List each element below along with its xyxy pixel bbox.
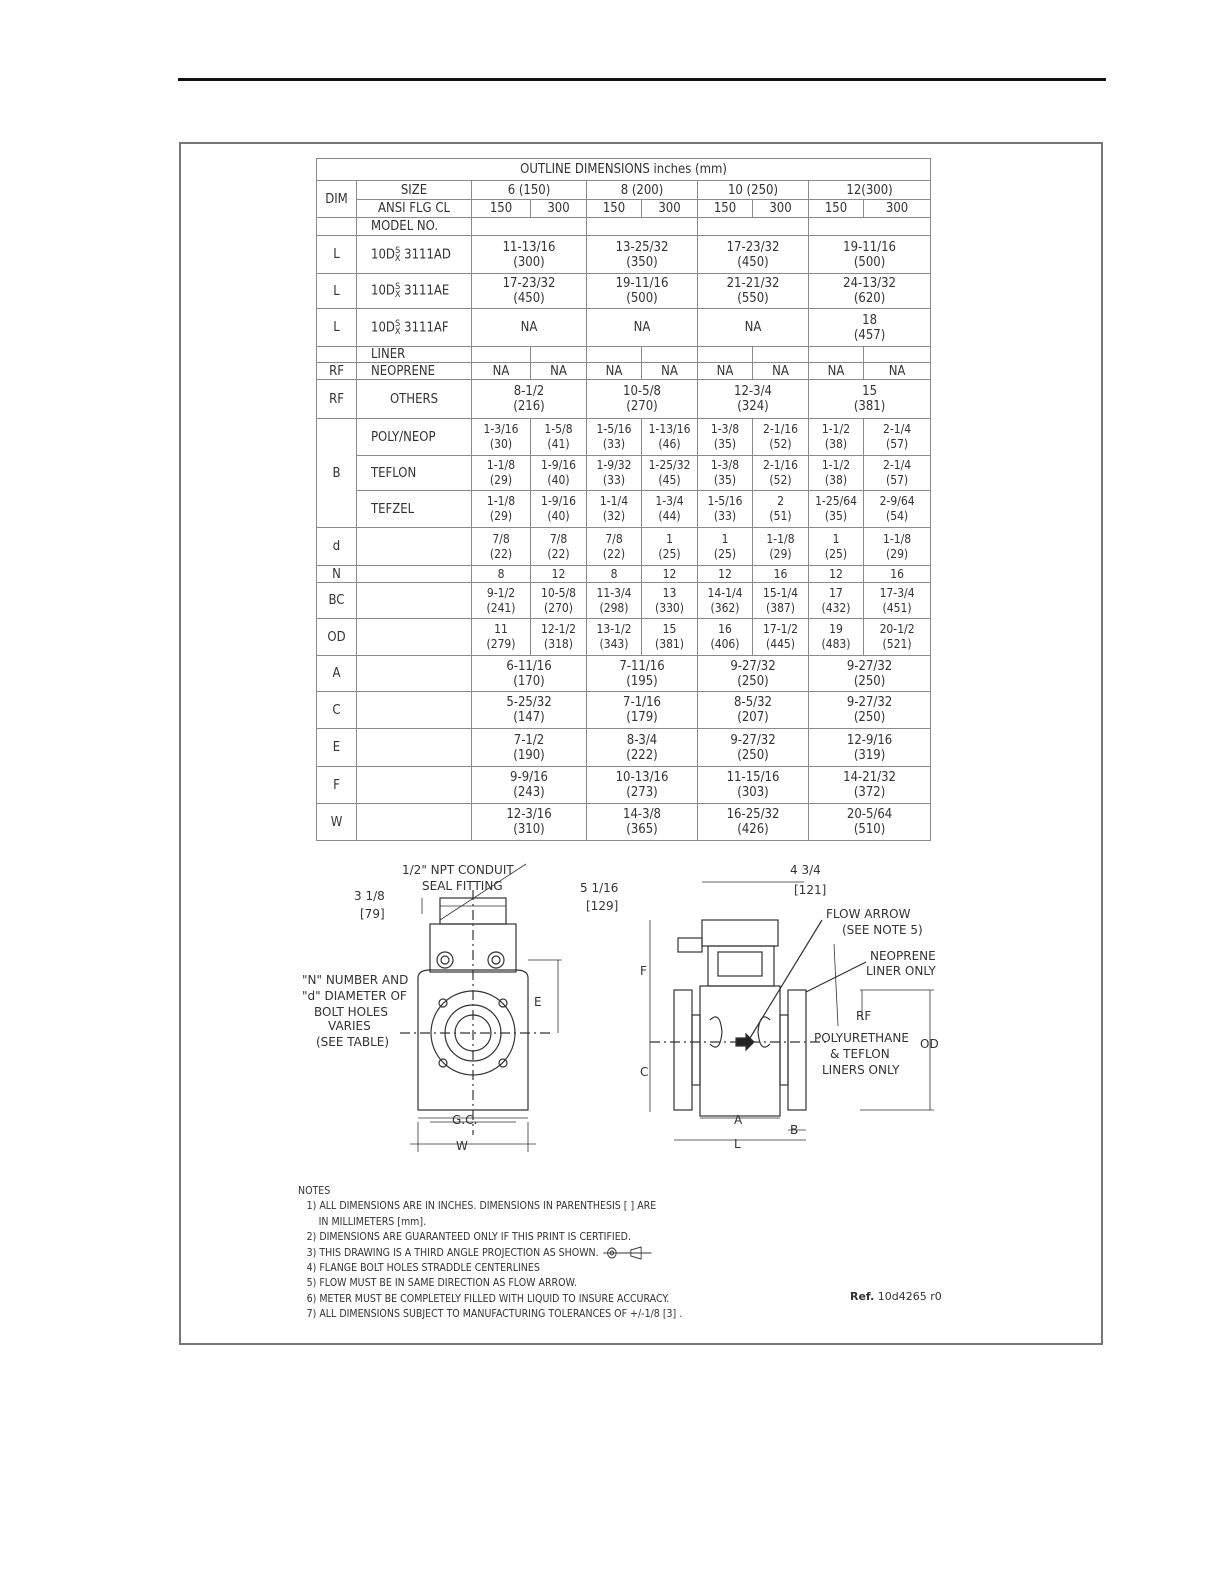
merged-row-1 [317,692,931,729]
liner-label-row [317,347,931,363]
blank-cell [357,804,472,841]
split-value: 19 (483) [809,619,864,656]
split-row-2 [317,583,931,619]
split-value: 1-1/8 (29) [864,528,931,566]
note-7: 7) ALL DIMENSIONS SUBJECT TO MANUFACTURING TOLERANCES OF +/-1/8 [3] . [306,1307,683,1321]
b-value: 1-5/16 (33) [698,491,753,528]
class-4: 150 [698,200,753,218]
blank-cell [317,218,357,236]
notes-block [298,1183,682,1322]
b-value: 1-3/16 (30) [472,419,531,456]
blank-cell [472,218,587,236]
merged-value: 9-27/32 (250) [698,656,809,692]
model-row-0 [317,236,931,274]
merged-value: 12-3/16 (310) [472,804,587,841]
dim-4-3-4: 4 3/4 [790,863,821,877]
model-number: 10DS X 3111AF [357,309,472,347]
model-number: 10DS X 3111AD [357,236,472,274]
bolt-note-2: "d" DIAMETER OF [302,989,407,1003]
rf-others-value: 12-3/4 (324) [698,380,809,419]
merged-dim: E [317,729,357,767]
merged-dim: C [317,692,357,729]
model-value: 17-23/32 (450) [472,274,587,309]
merged-value: 9-27/32 (250) [809,692,931,729]
class-row [317,200,931,218]
merged-value: 14-21/32 (372) [809,767,931,804]
blank-cell [472,347,531,363]
size-2: 10 (250) [698,181,809,200]
size-label: SIZE [357,181,472,200]
bolt-note-3: BOLT HOLES [314,1005,388,1019]
blank-cell [809,218,931,236]
a-label: A [734,1113,743,1127]
split-value: 15-1/4 (387) [753,583,809,619]
poly-note-2: & TEFLON [830,1047,890,1061]
note-5: 5) FLOW MUST BE IN SAME DIRECTION AS FLOW ARROW. [306,1276,577,1290]
merged-value: 7-1/16 (179) [587,692,698,729]
split-dim: BC [317,583,357,619]
merged-value: 11-15/16 (303) [698,767,809,804]
merged-value: 7-11/16 (195) [587,656,698,692]
model-value: NA [698,309,809,347]
rf-neoprene-value: NA [587,363,642,380]
merged-value: 9-27/32 (250) [809,656,931,692]
merged-row-0 [317,656,931,692]
rf-neoprene-value: NA [642,363,698,380]
split-row-0 [317,528,931,566]
split-value: 1-1/8 (29) [753,528,809,566]
bolt-note-5: (SEE TABLE) [316,1035,390,1049]
rf-others-value: 15 (381) [809,380,931,419]
blank-cell [753,347,809,363]
bolt-note-4: VARIES [328,1019,371,1033]
rf-neoprene-value: NA [864,363,931,380]
rf-neoprene-value: NA [472,363,531,380]
model-value: 24-13/32 (620) [809,274,931,309]
split-value: 1 (25) [642,528,698,566]
note-6: 6) METER MUST BE COMPLETELY FILLED WITH LIQUID TO INSURE ACCURACY. [306,1291,670,1305]
b-value: 1-3/8 (35) [698,456,753,491]
model-number: 10DS X 3111AE [357,274,472,309]
poly-note-3: LINERS ONLY [822,1063,900,1077]
rf-neoprene-value: NA [809,363,864,380]
class-7: 300 [864,200,931,218]
dim-3-1-8-mm: [79] [360,907,385,921]
merged-value: 16-25/32 (426) [698,804,809,841]
model-sx-mark: S X [394,245,401,264]
split-value: 20-1/2 (521) [864,619,931,656]
dim-4-3-4-mm: [121] [794,883,827,897]
model-dim: L [317,309,357,347]
od-label: OD [920,1037,939,1051]
model-value: 17-23/32 (450) [698,236,809,274]
blank-cell [357,692,472,729]
rf-others-value: 8-1/2 (216) [472,380,587,419]
split-value: 12 [642,566,698,583]
split-value: 12 [698,566,753,583]
blank-cell [531,347,587,363]
dim-5-1-16-mm: [129] [586,899,619,913]
meter-outline-drawing [290,860,950,1170]
split-row-3 [317,619,931,656]
b-value: 1-25/64 (35) [809,491,864,528]
split-value: 7/8 (22) [472,528,531,566]
split-value: 7/8 (22) [587,528,642,566]
flow-arrow-label: FLOW ARROW [826,907,911,921]
npt-label-2: SEAL FITTING [422,879,503,893]
l-label: L [734,1137,741,1151]
blank-cell [357,656,472,692]
gc-label: G.C. [452,1113,478,1127]
class-3: 300 [642,200,698,218]
merged-value: 14-3/8 (365) [587,804,698,841]
poly-note-1: POLYURETHANE [814,1031,909,1045]
outline-dimensions-table [316,158,931,841]
rf-dim: RF [317,363,357,380]
c-label: C [640,1065,649,1079]
class-1: 300 [531,200,587,218]
merged-row-3 [317,767,931,804]
bolt-note-1: "N" NUMBER AND [302,973,409,987]
ansi-label: ANSI FLG CL [357,200,472,218]
split-value: 1 (25) [698,528,753,566]
class-2: 150 [587,200,642,218]
merged-dim: F [317,767,357,804]
blank-cell [698,347,753,363]
size-row [317,181,931,200]
blank-cell [317,347,357,363]
split-value: 14-1/4 (362) [698,583,753,619]
e-label: E [534,995,542,1009]
dim-3-1-8: 3 1/8 [354,889,385,903]
front-view [400,890,550,1135]
size-1: 8 (200) [587,181,698,200]
w-label: W [456,1139,468,1153]
ref-label: Ref. [850,1290,875,1303]
split-value: 8 [587,566,642,583]
model-value: 18 (457) [809,309,931,347]
f-label: F [640,964,647,978]
rf-neoprene-label: NEOPRENE [357,363,472,380]
side-view [650,920,866,1116]
b-value: 1-5/16 (33) [587,419,642,456]
header-rule [178,78,1106,81]
model-value: NA [472,309,587,347]
dim-5-1-16: 5 1/16 [580,881,619,895]
rf-neoprene-row [317,363,931,380]
blank-cell [357,729,472,767]
b-value: 2-1/4 (57) [864,456,931,491]
b-value: 1-9/32 (33) [587,456,642,491]
blank-cell [698,218,809,236]
notes-heading: NOTES [298,1184,331,1197]
note-1: 1) ALL DIMENSIONS ARE IN INCHES. DIMENSIONS IN PARENTHESIS [ ] ARE [306,1199,657,1213]
split-dim: d [317,528,357,566]
b-row-2 [317,491,931,528]
split-value: 8 [472,566,531,583]
rf-others-label: OTHERS [357,380,472,419]
class-6: 150 [809,200,864,218]
model-value: 13-25/32 (350) [587,236,698,274]
split-dim: OD [317,619,357,656]
b-value: 2-1/4 (57) [864,419,931,456]
b-value: 2 (51) [753,491,809,528]
blank-cell [587,347,642,363]
rf-dim: RF [317,380,357,419]
blank-cell [642,347,698,363]
merged-value: 5-25/32 (147) [472,692,587,729]
b-liner-label: TEFLON [357,456,472,491]
class-5: 300 [753,200,809,218]
merged-value: 12-9/16 (319) [809,729,931,767]
merged-dim: A [317,656,357,692]
rf-neoprene-value: NA [753,363,809,380]
model-value: 11-13/16 (300) [472,236,587,274]
blank-cell [587,218,698,236]
split-value: 11 (279) [472,619,531,656]
merged-value: 9-9/16 (243) [472,767,587,804]
npt-label-1: 1/2" NPT CONDUIT [402,863,514,877]
rf-neoprene-value: NA [698,363,753,380]
split-value: 16 [753,566,809,583]
model-value: 19-11/16 (500) [809,236,931,274]
note-1-cont: IN MILLIMETERS [mm]. [318,1214,427,1228]
rf-neoprene-value: NA [531,363,587,380]
model-dim: L [317,274,357,309]
b-value: 1-1/8 (29) [472,456,531,491]
split-value: 12 [809,566,864,583]
merged-value: 10-13/16 (273) [587,767,698,804]
neoprene-label: NEOPRENE [870,949,936,963]
split-value: 16 (406) [698,619,753,656]
b-dim: B [317,419,357,528]
split-row-1 [317,566,931,583]
rf-others-value: 10-5/8 (270) [587,380,698,419]
b-value: 1-3/4 (44) [642,491,698,528]
model-label: MODEL NO. [357,218,472,236]
split-value: 12 [531,566,587,583]
note-3 [298,1245,682,1260]
blank-cell [809,347,864,363]
b-value: 1-9/16 (40) [531,491,587,528]
table-title: OUTLINE DIMENSIONS inches (mm) [317,159,931,181]
model-label-row [317,218,931,236]
split-value: 7/8 (22) [531,528,587,566]
split-value: 17-1/2 (445) [753,619,809,656]
size-3: 12(300) [809,181,931,200]
b-value: 1-1/4 (32) [587,491,642,528]
note-3-text: 3) THIS DRAWING IS A THIRD ANGLE PROJECTION AS SHOWN. [306,1245,599,1259]
blank-cell [357,767,472,804]
blank-cell [864,347,931,363]
merged-value: 8-3/4 (222) [587,729,698,767]
split-value: 16 [864,566,931,583]
flow-arrow-note: (SEE NOTE 5) [842,923,923,937]
note-4: 4) FLANGE BOLT HOLES STRADDLE CENTERLINES [306,1261,540,1275]
ref-code: 10d4265 r0 [877,1290,942,1303]
b-value: 2-9/64 (54) [864,491,931,528]
split-value: 17-3/4 (451) [864,583,931,619]
split-value: 1 (25) [809,528,864,566]
split-value: 13 (330) [642,583,698,619]
b-liner-label: POLY/NEOP [357,419,472,456]
model-row-2 [317,309,931,347]
blank-cell [357,566,472,583]
merged-value: 7-1/2 (190) [472,729,587,767]
merged-dim: W [317,804,357,841]
model-value: NA [587,309,698,347]
model-row-1 [317,274,931,309]
projection-symbol [602,1246,654,1260]
model-sx-mark: S X [394,282,401,300]
rf-others-row [317,380,931,419]
merged-row-2 [317,729,931,767]
split-value: 12-1/2 (318) [531,619,587,656]
b-value: 2-1/16 (52) [753,456,809,491]
merged-value: 9-27/32 (250) [698,729,809,767]
b-value: 2-1/16 (52) [753,419,809,456]
b-row-1 [317,456,931,491]
b-row-0 [317,419,931,456]
dim-header: DIM [317,181,357,218]
blank-cell [357,619,472,656]
split-value: 17 (432) [809,583,864,619]
b-label: B [790,1123,799,1137]
b-value: 1-13/16 (46) [642,419,698,456]
model-value: 19-11/16 (500) [587,274,698,309]
neoprene-label-2: LINER ONLY [866,964,936,978]
b-value: 1-1/8 (29) [472,491,531,528]
split-value: 9-1/2 (241) [472,583,531,619]
class-0: 150 [472,200,531,218]
b-value: 1-1/2 (38) [809,456,864,491]
reference-code [850,1290,942,1303]
note-2: 2) DIMENSIONS ARE GUARANTEED ONLY IF THIS PRINT IS CERTIFIED. [306,1230,631,1244]
split-value: 10-5/8 (270) [531,583,587,619]
b-value: 1-9/16 (40) [531,456,587,491]
split-value: 15 (381) [642,619,698,656]
rf-label: RF [856,1009,872,1023]
table-title-row [317,159,931,181]
merged-value: 20-5/64 (510) [809,804,931,841]
blank-cell [357,528,472,566]
split-value: 13-1/2 (343) [587,619,642,656]
size-0: 6 (150) [472,181,587,200]
b-liner-label: TEFZEL [357,491,472,528]
merged-row-4 [317,804,931,841]
b-value: 1-25/32 (45) [642,456,698,491]
model-dim: L [317,236,357,274]
model-sx-mark: S X [394,318,401,337]
split-dim: N [317,566,357,583]
b-value: 1-5/8 (41) [531,419,587,456]
liner-label: LINER [357,347,472,363]
split-value: 11-3/4 (298) [587,583,642,619]
b-value: 1-1/2 (38) [809,419,864,456]
b-value: 1-3/8 (35) [698,419,753,456]
blank-cell [357,583,472,619]
merged-value: 8-5/32 (207) [698,692,809,729]
merged-value: 6-11/16 (170) [472,656,587,692]
model-value: 21-21/32 (550) [698,274,809,309]
